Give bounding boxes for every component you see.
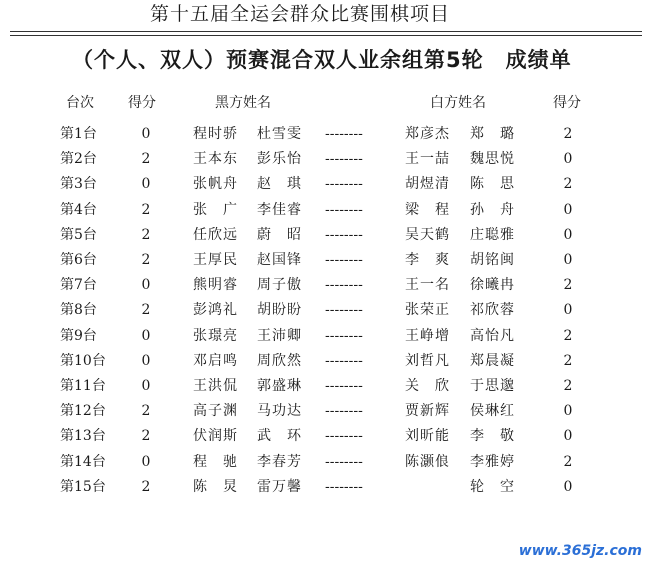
black-player-2: 赵国锋 [257, 252, 302, 268]
black-player-2: 胡盼盼 [257, 302, 302, 319]
black-player-2: 赵 琪 [257, 176, 302, 193]
white-player-1 [405, 476, 461, 498]
black-player-1: 王洪侃 [193, 378, 238, 394]
white-score: 2 [563, 327, 573, 344]
table-number: 第3台 [60, 176, 97, 193]
black-score: 2 [141, 151, 151, 168]
black-score: 0 [141, 453, 151, 470]
black-player-2: 郭盛琳 [257, 378, 302, 394]
white-player-1: 王峥增 [405, 327, 450, 344]
black-player-2: 李春芳 [257, 453, 302, 470]
white-player-1: 王一名 [405, 277, 450, 294]
white-score: 0 [563, 226, 573, 243]
vs-separator: -------- [325, 126, 363, 142]
white-player-2: 庄聪雅 [470, 226, 515, 243]
black-player-1: 彭鸿礼 [193, 302, 238, 319]
white-player-1: 张荣正 [405, 302, 450, 319]
vs-separator: -------- [325, 378, 363, 394]
vs-separator: -------- [325, 151, 363, 168]
white-player-1: 王一喆 [405, 151, 450, 168]
table-number: 第5台 [60, 226, 97, 243]
black-score: 2 [141, 478, 151, 495]
white-player-2: 陈 思 [470, 176, 515, 193]
vs-separator: -------- [325, 428, 363, 445]
white-player-2: 轮 空 [470, 478, 515, 495]
white-player-2: 徐曦冉 [470, 277, 515, 294]
white-player-1: 陈灏俍 [405, 453, 450, 470]
black-player-1: 任欣远 [193, 226, 238, 243]
table-row [0, 451, 650, 473]
table-number: 第1台 [60, 126, 97, 142]
vs-separator: -------- [325, 403, 363, 420]
table-row [0, 199, 650, 221]
white-score: 2 [563, 352, 573, 369]
white-score: 0 [563, 403, 573, 420]
white-player-2: 魏思悦 [470, 151, 515, 168]
header-white-names: 白方姓名 [430, 95, 486, 111]
vs-separator: -------- [325, 252, 363, 268]
table-row [0, 224, 650, 246]
white-player-1: 胡煜清 [405, 176, 450, 193]
white-player-1: 关 欣 [405, 378, 450, 394]
white-player-2: 高怡凡 [470, 327, 515, 344]
white-score: 0 [563, 478, 573, 495]
event-title: 第十五届全运会群众比赛围棋项目 [150, 3, 451, 25]
title-rule-top [10, 31, 642, 32]
white-score: 0 [563, 151, 573, 168]
black-score: 0 [141, 277, 151, 294]
vs-separator: -------- [325, 277, 363, 294]
white-player-2: 祁欣蓉 [470, 302, 515, 319]
table-row [0, 249, 650, 271]
white-player-1: 吴天鹤 [405, 226, 450, 243]
white-player-1: 梁 程 [405, 201, 450, 218]
table-number: 第2台 [60, 151, 97, 168]
white-player-1: 郑彦杰 [405, 126, 450, 142]
table-number: 第15台 [60, 478, 106, 495]
header-black-score: 得分 [128, 95, 156, 111]
black-score: 0 [141, 352, 151, 369]
table-number: 第7台 [60, 277, 97, 294]
table-number: 第12台 [60, 403, 106, 420]
black-player-1: 程 驰 [193, 453, 238, 470]
black-player-2: 武 环 [257, 428, 302, 445]
vs-separator: -------- [325, 352, 363, 369]
table-row [0, 274, 650, 296]
table-row [0, 476, 650, 498]
white-score: 0 [563, 252, 573, 268]
results-label: 成绩单 [505, 48, 572, 72]
black-player-2: 杜雪雯 [257, 126, 302, 142]
black-score: 0 [141, 176, 151, 193]
header-black-names: 黑方姓名 [215, 95, 271, 111]
white-score: 2 [563, 176, 573, 193]
white-score: 0 [563, 201, 573, 218]
vs-separator: -------- [325, 176, 363, 193]
vs-separator: -------- [325, 327, 363, 344]
table-row [0, 299, 650, 321]
white-score: 2 [563, 126, 573, 142]
black-score: 0 [141, 378, 151, 394]
black-player-2: 李佳睿 [257, 201, 302, 218]
white-player-1: 刘昕能 [405, 428, 450, 445]
table-row [0, 173, 650, 195]
white-player-2: 于思邈 [470, 378, 515, 394]
black-player-1: 熊明睿 [193, 277, 238, 294]
white-score: 2 [563, 277, 573, 294]
header-table: 台次 [66, 95, 94, 111]
black-player-2: 雷万馨 [257, 478, 302, 495]
black-player-1: 王厚民 [193, 252, 238, 268]
white-score: 0 [563, 428, 573, 445]
black-player-1: 张帆舟 [193, 176, 238, 193]
vs-separator: -------- [325, 226, 363, 243]
table-row [0, 148, 650, 170]
black-player-2: 王沛卿 [257, 327, 302, 344]
table-number: 第4台 [60, 201, 97, 218]
table-row [0, 350, 650, 372]
white-player-1: 刘哲凡 [405, 352, 450, 369]
white-player-2: 郑晨凝 [470, 352, 515, 369]
vs-separator: -------- [325, 453, 363, 470]
table-number: 第10台 [60, 352, 106, 369]
table-row [0, 325, 650, 347]
table-number: 第6台 [60, 252, 97, 268]
black-score: 2 [141, 428, 151, 445]
black-score: 2 [141, 302, 151, 319]
white-player-2: 李 敬 [470, 428, 515, 445]
table-number: 第11台 [60, 378, 106, 394]
table-row [0, 375, 650, 397]
black-player-2: 彭乐怡 [257, 151, 302, 168]
white-player-2: 李雅婷 [470, 453, 515, 470]
black-player-2: 周欣然 [257, 352, 302, 369]
header-white-score: 得分 [553, 95, 581, 111]
black-player-1: 邓启鸣 [193, 352, 238, 369]
black-score: 0 [141, 327, 151, 344]
black-score: 2 [141, 226, 151, 243]
black-player-1: 高子渊 [193, 403, 238, 420]
white-player-2: 郑 璐 [470, 126, 515, 142]
black-score: 0 [141, 126, 151, 142]
black-score: 2 [141, 403, 151, 420]
table-number: 第9台 [60, 327, 97, 344]
black-player-2: 马功达 [257, 403, 302, 420]
table-number: 第13台 [60, 428, 106, 445]
vs-separator: -------- [325, 201, 363, 218]
table-number: 第14台 [60, 453, 106, 470]
site-watermark: www.365jz.com [518, 543, 642, 559]
black-player-1: 张璟亮 [193, 327, 238, 344]
table-row [0, 400, 650, 422]
black-player-2: 周子傲 [257, 277, 302, 294]
black-score: 2 [141, 201, 151, 218]
table-row [0, 123, 650, 145]
white-player-1: 贾新辉 [405, 403, 450, 420]
black-score: 2 [141, 252, 151, 268]
column-headers [0, 92, 650, 114]
white-player-2: 孙 舟 [470, 201, 515, 218]
white-score: 0 [563, 302, 573, 319]
black-player-1: 伏润斯 [193, 428, 238, 445]
vs-separator: -------- [325, 302, 363, 319]
white-score: 2 [563, 453, 573, 470]
black-player-1: 陈 炅 [193, 478, 238, 495]
black-player-1: 张 广 [193, 201, 238, 218]
round-subtitle [72, 44, 632, 76]
black-player-1: 程时骄 [193, 126, 238, 142]
table-number: 第8台 [60, 302, 97, 319]
white-score: 2 [563, 378, 573, 394]
round-name: （个人、双人）预赛混合双人业余组第5轮 [72, 48, 484, 72]
white-player-2: 侯琳红 [470, 403, 515, 420]
white-player-2: 胡铭闽 [470, 252, 515, 268]
white-player-1: 李 爽 [405, 252, 450, 268]
black-player-1: 王本东 [193, 151, 238, 168]
table-row [0, 425, 650, 447]
title-rule-bottom [10, 35, 642, 36]
black-player-2: 蔚 昭 [257, 226, 302, 243]
vs-separator: -------- [325, 478, 363, 495]
